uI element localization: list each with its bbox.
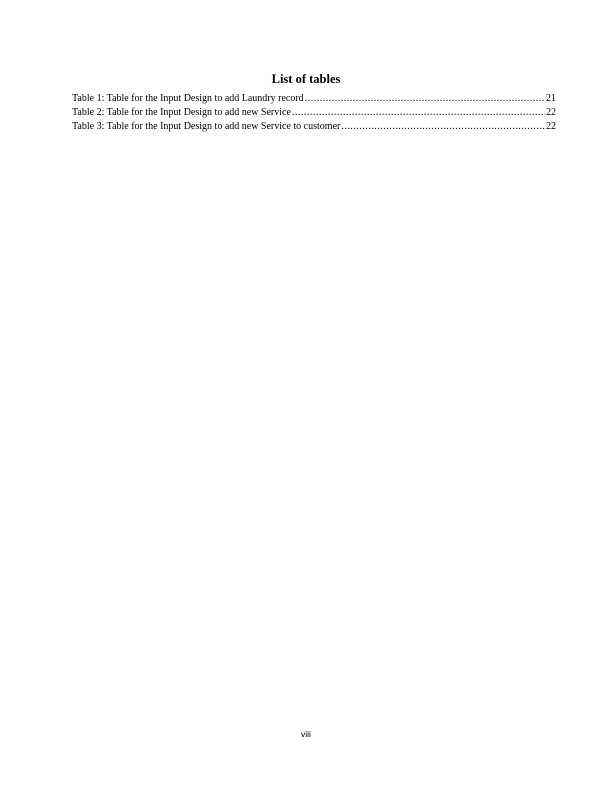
toc-dot-leader xyxy=(292,106,545,120)
toc-entry-page: 21 xyxy=(546,93,556,104)
toc-dot-leader xyxy=(305,92,545,106)
toc-entry-page: 22 xyxy=(546,107,556,118)
toc-entry-label: Table 2: Table for the Input Design to add new Service xyxy=(72,107,291,118)
page-title: List of tables xyxy=(271,72,341,86)
list-of-tables xyxy=(72,92,556,134)
toc-dot-leader xyxy=(341,120,545,134)
toc-entry-table-2[interactable] xyxy=(72,106,556,120)
page-number: viii xyxy=(301,729,311,739)
toc-entry-label: Table 1: Table for the Input Design to add Laundry record xyxy=(72,93,304,104)
toc-entry-table-1[interactable] xyxy=(72,92,556,106)
toc-entry-table-3[interactable] xyxy=(72,120,556,134)
toc-entry-label: Table 3: Table for the Input Design to add new Service to customer xyxy=(72,121,341,132)
toc-entry-page: 22 xyxy=(546,121,556,132)
